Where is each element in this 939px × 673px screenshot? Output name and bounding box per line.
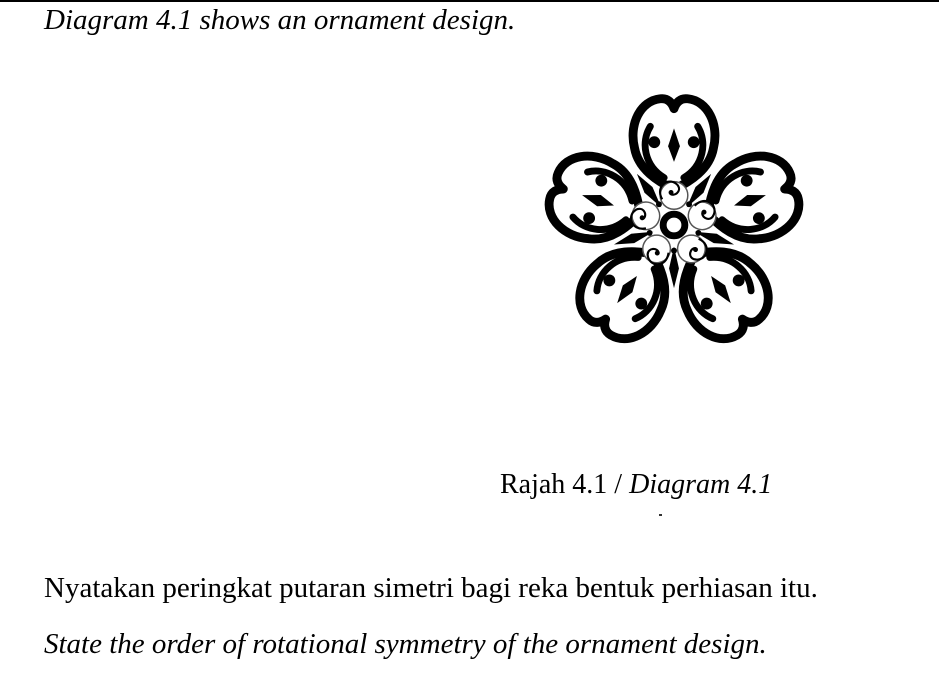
question-english: State the order of rotational symmetry of the ornament design. (44, 628, 767, 660)
caption-english: Diagram 4.1 (629, 469, 773, 500)
ornament-design (526, 82, 822, 366)
figure-caption (500, 468, 772, 502)
intro-text: Diagram 4.1 shows an ornament design. (44, 4, 516, 36)
stray-mark (659, 514, 662, 516)
ornament-center (663, 214, 685, 236)
caption-malay: Rajah 4.1 / (500, 469, 630, 500)
question-malay: Nyatakan peringkat putaran simetri bagi reka bentuk perhiasan itu. (44, 572, 818, 604)
